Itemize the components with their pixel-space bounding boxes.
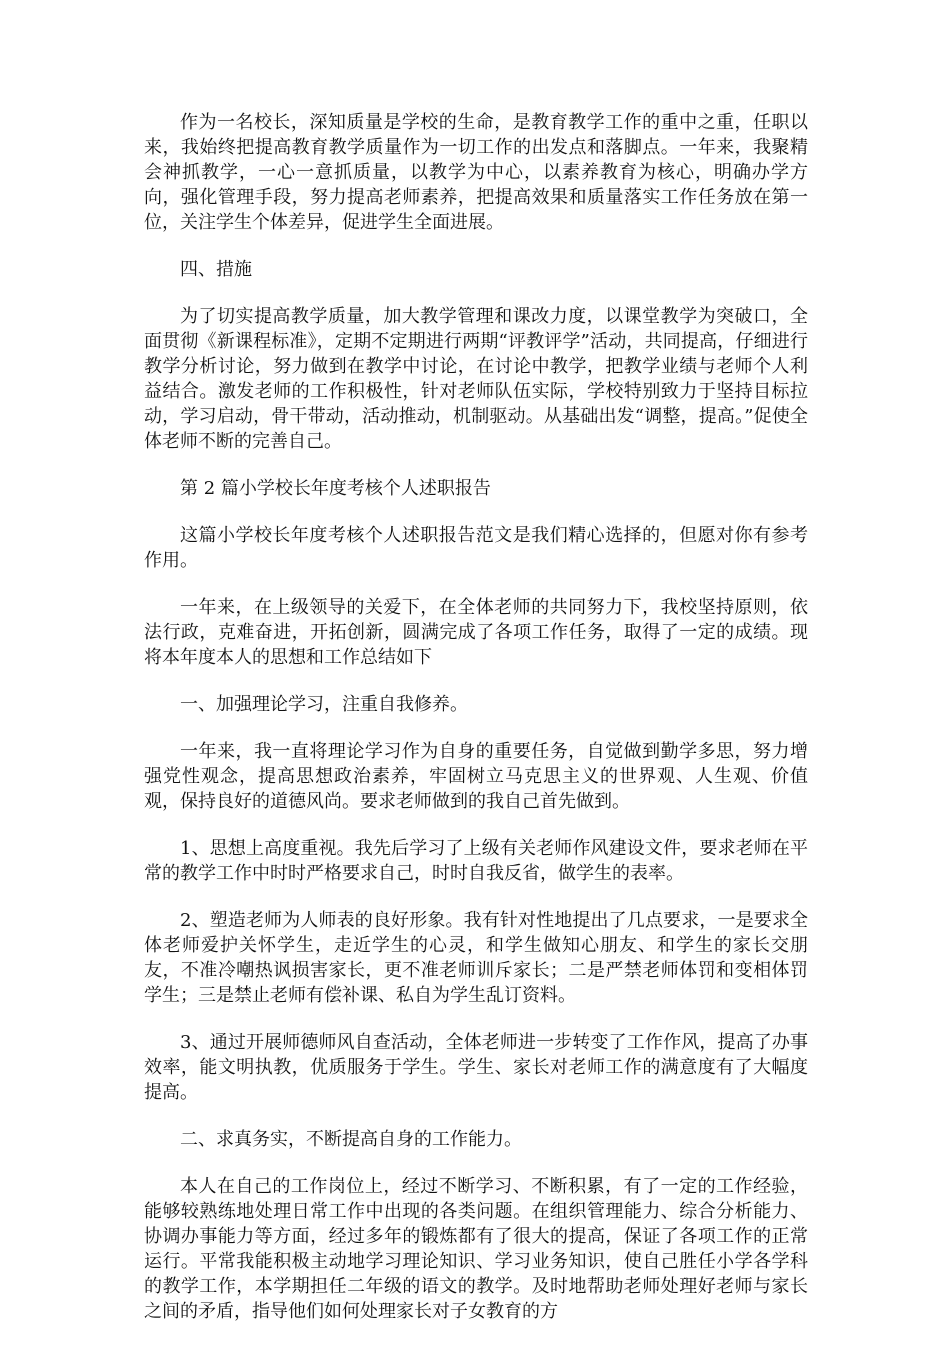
document-page [144,110,808,1346]
paragraph-ability: 本人在自己的工作岗位上，经过不断学习、不断积累，有了一定的工作经验，能够较熟练地处理日常工作中出现的各类问题。在组织管理能力、综合分析能力、协调办事能力等方面，经过多年的锻炼都有了很大的提高，保证了各项工作的正常运行。平常我能积极主动地学习理论知识、学习业务知识，使自己胜任小学各学科的教学工作，本学期担任二年级的语文的教学。及时地帮助老师处理好老师与家长之间的矛盾，指导他们如何处理家长对子女教育的方 [144,1176,808,1322]
section-heading-theory: 一、加强理论学习，注重自我修养。 [180,694,468,715]
paragraph-year-summary: 一年来，在上级领导的关爱下，在全体老师的共同努力下，我校坚持原则，依法行政，克难奋进，开拓创新，圆满完成了各项工作任务，取得了一定的成绩。现将本年度本人的思想和工作总结如下 [144,597,808,668]
paragraph-article-intro: 这篇小学校长年度考核个人述职报告范文是我们精心选择的，但愿对你有参考作用。 [144,525,808,571]
paragraph-theory-study: 一年来，我一直将理论学习作为自身的重要任务，自觉做到勤学多思，努力增强党性观念，提高思想政治素养，牢固树立马克思主义的世界观、人生观、价值观，保持良好的道德风尚。要求老师做到的我自己首先做到。 [144,741,808,812]
list-item-1: 1、思想上高度重视。我先后学习了上级有关老师作风建设文件，要求老师在平常的教学工作中时时严格要求自己，时时自我反省，做学生的表率。 [144,838,808,884]
section-heading-ability: 二、求真务实，不断提高自身的工作能力。 [180,1129,522,1150]
list-item-3: 3、通过开展师德师风自查活动，全体老师进一步转变了工作作风，提高了办事效率，能文明执教，优质服务于学生。学生、家长对老师工作的满意度有了大幅度提高。 [144,1032,808,1103]
paragraph-measures: 为了切实提高教学质量，加大教学管理和课改力度，以课堂教学为突破口，全面贯彻《新课程标准》，定期不定期进行两期“评教评学”活动，共同提高，仔细进行教学分析讨论，努力做到在教学中讨论，在讨论中教学，把教学业绩与老师个人利益结合。激发老师的工作积极性，针对老师队伍实际，学校特别致力于坚持目标拉动，学习启动，骨干带动，活动推动，机制驱动。从基础出发“调整，提高。”促使全体老师不断的完善自己。 [144,306,808,452]
section-heading-measures: 四、措施 [180,259,252,280]
article-title: 第 2 篇小学校长年度考核个人述职报告 [180,478,491,499]
paragraph-intro-quality: 作为一名校长，深知质量是学校的生命，是教育教学工作的重中之重，任职以来，我始终把提高教育教学质量作为一切工作的出发点和落脚点。一年来，我聚精会神抓教学，一心一意抓质量，以教学为中心，以素养教育为核心，明确办学方向，强化管理手段，努力提高老师素养，把提高效果和质量落实工作任务放在第一位，关注学生个体差异，促进学生全面进展。 [144,112,808,233]
list-item-2: 2、塑造老师为人师表的良好形象。我有针对性地提出了几点要求，一是要求全体老师爱护关怀学生，走近学生的心灵，和学生做知心朋友、和学生的家长交朋友，不准冷嘲热讽损害家长，更不准老师训斥家长；二是严禁老师体罚和变相体罚学生；三是禁止老师有偿补课、私自为学生乱订资料。 [144,910,808,1006]
